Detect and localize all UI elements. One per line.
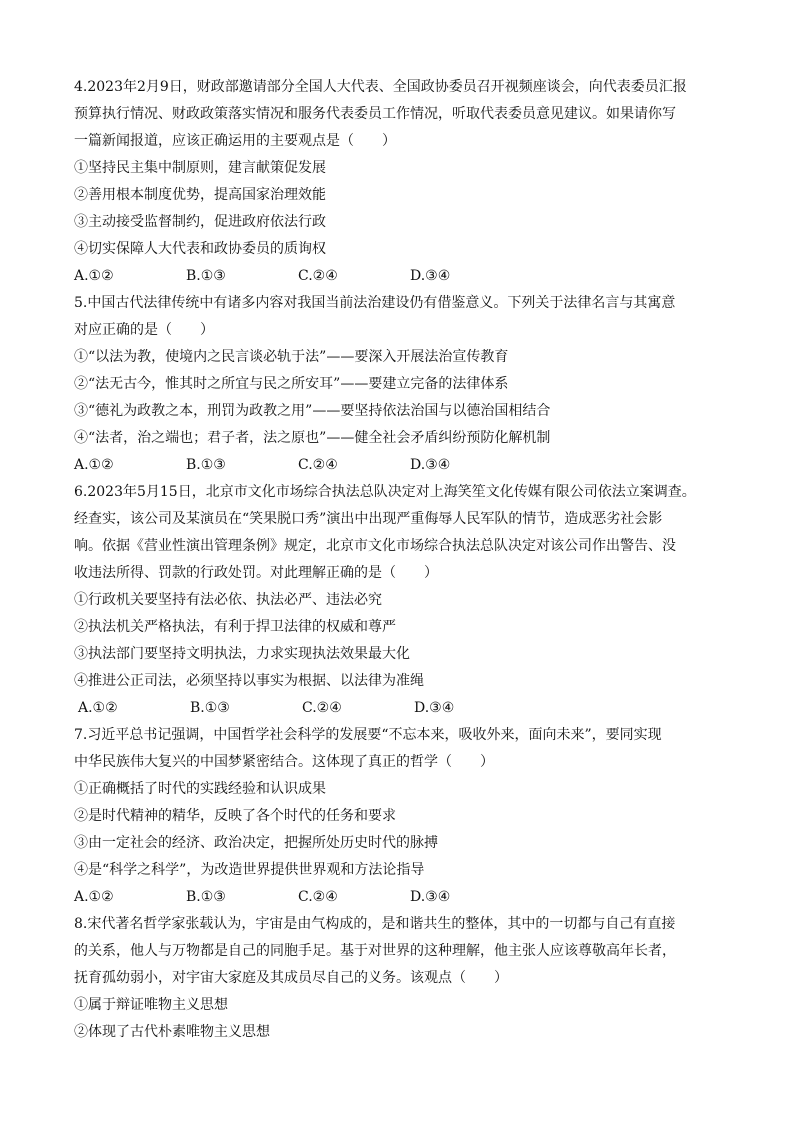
- answer-options: [74, 884, 734, 911]
- question-stem-line: 抚育孤幼弱小，对宇宙大家庭及其成员尽自己的义务。该观点（ ）: [74, 970, 508, 986]
- question-8: [74, 911, 734, 1046]
- question-stem-line: 7.习近平总书记强调，中国哲学社会科学的发展要“不忘本来，吸收外来，面向未来”，要同实现: [74, 727, 662, 743]
- statement-item: ③主动接受监督制约，促进政府依法行政: [74, 214, 326, 230]
- statement-item: ①正确概括了时代的实践经验和认识成果: [74, 781, 326, 797]
- statement-item: ④推进公正司法，必须坚持以事实为根据、以法律为准绳: [74, 673, 424, 689]
- question-stem-line: 的关系，他人与万物都是自己的同胞手足。基于对世界的这种理解，他主张人应该尊敬高年长者，: [74, 943, 676, 959]
- answer-options: [74, 452, 734, 479]
- statement-item: ④是“科学之科学”，为改造世界提供世界观和方法论指导: [74, 862, 425, 878]
- option-a: A.①②: [74, 268, 114, 284]
- question-6: [74, 479, 734, 722]
- option-b: B.①③: [186, 889, 226, 905]
- question-stem-line: 经查实，该公司及某演员在“笑果脱口秀”演出中出现严重侮辱人民军队的情节，造成恶劣社会影: [74, 511, 663, 527]
- question-stem-line: 预算执行情况、财政政策落实情况和服务代表委员工作情况，听取代表委员意见建议。如果请你写: [74, 106, 676, 122]
- statement-item: ②善用根本制度优势，提高国家治理效能: [74, 187, 326, 203]
- exam-page: [74, 74, 734, 1046]
- option-d: D.③④: [414, 700, 455, 716]
- option-c: C.②④: [298, 268, 338, 284]
- option-d: D.③④: [410, 889, 451, 905]
- option-d: D.③④: [410, 268, 451, 284]
- statement-item: ②“法无古今，惟其时之所宜与民之所安耳”——要建立完备的法律体系: [74, 376, 509, 392]
- question-stem-line: 响。依据《营业性演出管理条例》规定，北京市文化市场综合执法总队决定对该公司作出警告、没: [74, 538, 676, 554]
- option-d: D.③④: [410, 457, 451, 473]
- option-a: A.①②: [78, 700, 118, 716]
- statement-item: ①“以法为教，使境内之民言谈必轨于法”——要深入开展法治宣传教育: [74, 349, 509, 365]
- option-c: C.②④: [298, 457, 338, 473]
- statement-item: ③“德礼为政教之本，刑罚为政教之用”——要坚持依法治国与以德治国相结合: [74, 403, 551, 419]
- answer-options: [74, 263, 734, 290]
- question-4: [74, 74, 734, 290]
- question-stem-line: 对应正确的是（ ）: [74, 322, 214, 338]
- option-c: C.②④: [302, 700, 342, 716]
- question-stem-line: 4.2023年2月9日，财政部邀请部分全国人大代表、全国政协委员召开视频座谈会，向代表委员汇报: [74, 79, 687, 95]
- statement-item: ④“法者，治之端也；君子者，法之原也”——健全社会矛盾纠纷预防化解机制: [74, 430, 551, 446]
- statement-item: ①行政机关要坚持有法必依、执法必严、违法必究: [74, 592, 382, 608]
- question-5: [74, 290, 734, 479]
- answer-options: [74, 695, 734, 722]
- question-stem-line: 6.2023年5月15日，北京市文化市场综合执法总队决定对上海笑笙文化传媒有限公司依法立案调查。: [74, 484, 696, 500]
- question-stem-line: 8.宋代著名哲学家张载认为，宇宙是由气构成的，是和谐共生的整体，其中的一切都与自己有直接: [74, 916, 676, 932]
- statement-item: ③由一定社会的经济、政治决定，把握所处历史时代的脉搏: [74, 835, 438, 851]
- option-b: B.①③: [186, 268, 226, 284]
- option-b: B.①③: [190, 700, 230, 716]
- question-7: [74, 722, 734, 911]
- option-c: C.②④: [298, 889, 338, 905]
- statement-item: ④切实保障人大代表和政协委员的质询权: [74, 241, 326, 257]
- statement-item: ②是时代精神的精华，反映了各个时代的任务和要求: [74, 808, 396, 824]
- statement-item: ③执法部门要坚持文明执法，力求实现执法效果最大化: [74, 646, 410, 662]
- option-b: B.①③: [186, 457, 226, 473]
- question-stem-line: 收违法所得、罚款的行政处罚。对此理解正确的是（ ）: [74, 565, 438, 581]
- question-stem-line: 中华民族伟大复兴的中国梦紧密结合。这体现了真正的哲学（ ）: [74, 754, 494, 770]
- statement-item: ①属于辩证唯物主义思想: [74, 997, 228, 1013]
- statement-item: ②体现了古代朴素唯物主义思想: [74, 1024, 270, 1040]
- question-stem-line: 一篇新闻报道，应该正确运用的主要观点是（ ）: [74, 133, 396, 149]
- statement-item: ②执法机关严格执法，有利于捍卫法律的权威和尊严: [74, 619, 396, 635]
- option-a: A.①②: [74, 889, 114, 905]
- option-a: A.①②: [74, 457, 114, 473]
- question-stem-line: 5.中国古代法律传统中有诸多内容对我国当前法治建设仍有借鉴意义。下列关于法律名言与其寓意: [74, 295, 676, 311]
- statement-item: ①坚持民主集中制原则，建言献策促发展: [74, 160, 326, 176]
